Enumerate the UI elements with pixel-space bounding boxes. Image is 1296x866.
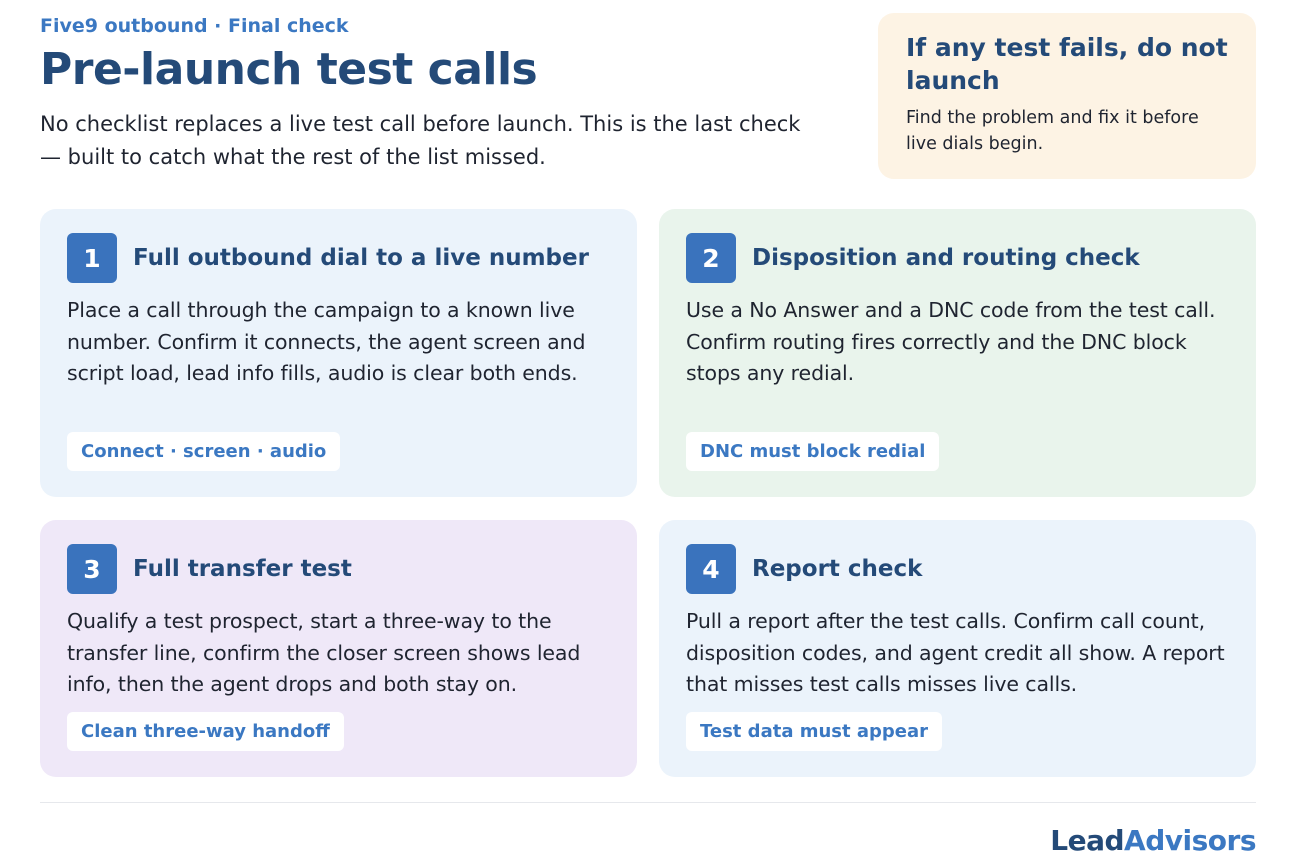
test-card-2 <box>659 209 1256 497</box>
card-title: Full transfer test <box>133 556 352 582</box>
page-title: Pre-launch test calls <box>40 44 538 95</box>
card-title: Full outbound dial to a live number <box>133 245 589 271</box>
brand-logo <box>1050 824 1256 857</box>
card-body: Place a call through the campaign to a known live number. Confirm it connects, the agent screen and script load, lead info fills, audio is clear both ends. <box>67 298 586 385</box>
card-tag: Test data must appear <box>686 712 942 751</box>
card-header <box>686 233 1230 283</box>
step-number-badge: 4 <box>686 544 736 594</box>
callout-body: Find the problem and fix it before live dials begin. <box>906 108 1199 154</box>
step-number-badge: 2 <box>686 233 736 283</box>
card-body: Pull a report after the test calls. Confirm call count, disposition codes, and agent credit all show. A report that misses test calls misses live calls. <box>686 609 1225 696</box>
brand-part-1: Lead <box>1050 824 1125 857</box>
card-header <box>67 544 611 594</box>
intro-text: No checklist replaces a live test call before launch. This is the last check — built to catch what the rest of the list missed. <box>40 112 801 169</box>
card-title: Report check <box>752 556 923 582</box>
warning-callout <box>878 13 1256 179</box>
eyebrow: Five9 outbound · Final check <box>40 15 349 37</box>
test-card-3 <box>40 520 637 777</box>
test-card-1 <box>40 209 637 497</box>
card-title: Disposition and routing check <box>752 245 1140 271</box>
callout-title: If any test fails, do not launch <box>906 33 1228 95</box>
test-card-4 <box>659 520 1256 777</box>
card-body: Use a No Answer and a DNC code from the test call. Confirm routing fires correctly and the DNC block stops any redial. <box>686 298 1216 385</box>
footer-divider <box>40 802 1256 803</box>
card-tag: Clean three-way handoff <box>67 712 344 751</box>
step-number-badge: 3 <box>67 544 117 594</box>
step-number-badge: 1 <box>67 233 117 283</box>
card-header <box>67 233 611 283</box>
card-header <box>686 544 1230 594</box>
brand-part-2: Advisors <box>1124 824 1256 857</box>
card-tag: Connect · screen · audio <box>67 432 340 471</box>
card-tag: DNC must block redial <box>686 432 939 471</box>
card-body: Qualify a test prospect, start a three-way to the transfer line, confirm the closer screen shows lead info, then the agent drops and both stay on. <box>67 609 581 696</box>
